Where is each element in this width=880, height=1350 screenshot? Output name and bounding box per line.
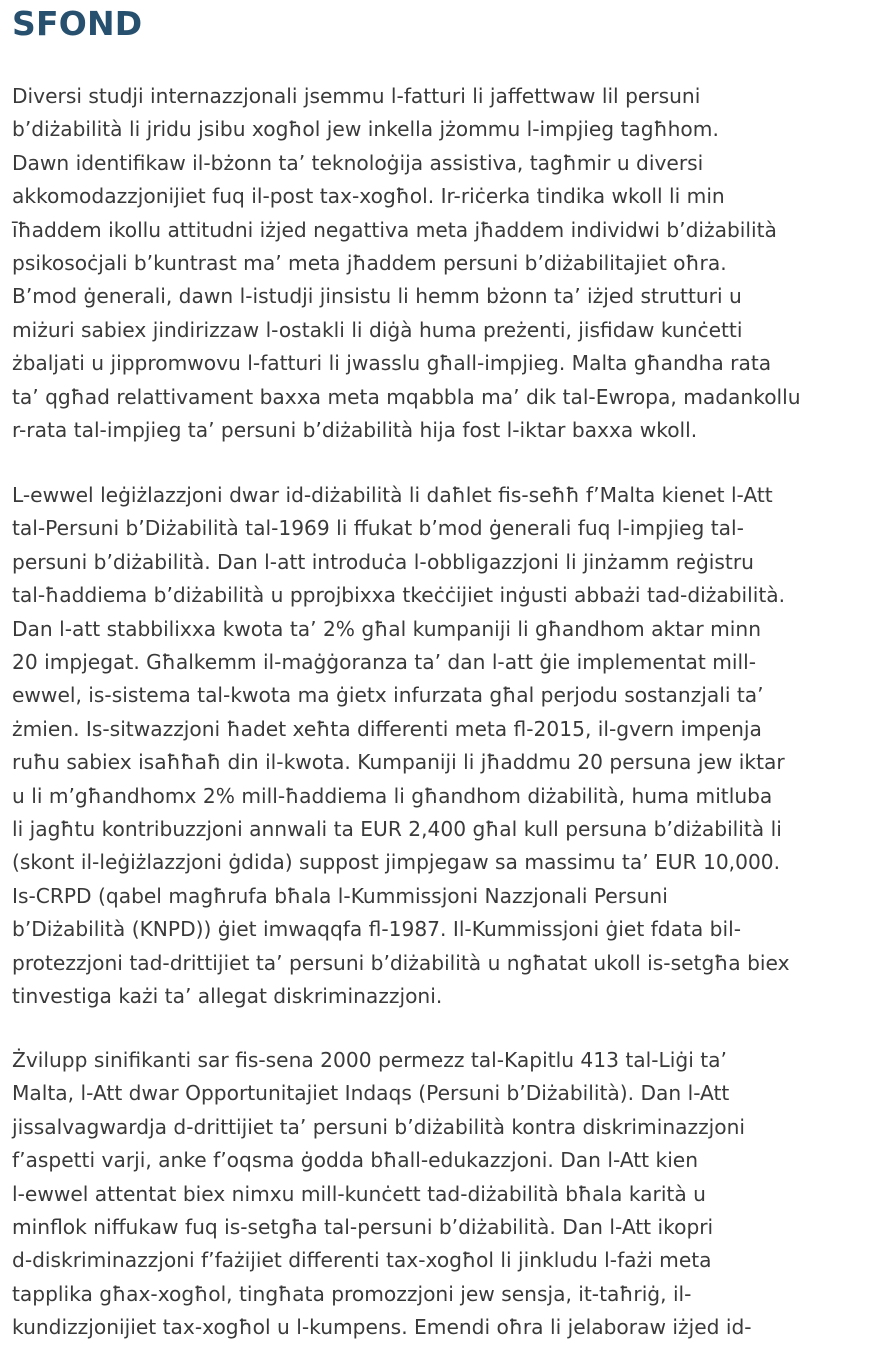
document-page <box>12 0 872 1340</box>
paragraph-equal-opportunities-act: Żvilupp sinifikanti sar fis-sena 2000 permezz tal-Kapitlu 413 tal-Liġi ta’ Malta, l-Att dwar Opportunitajiet Indaqs (Persuni b’Diżabilità). Dan l-Att jissalvagwardja d-drittijiet ta’ persuni b’diżabilità kontra diskriminazzjoni f’aspetti varji, anke f’oqsma ġodda bħall-edukazzjoni. Dan l-Att kien l-ewwel attentat biex nimxu mill-kunċett tad-diżabilità bħala karità u minflok niffukaw fuq is-setgħa tal-persuni b’diżabilità. Dan l-Att ikopri d-diskriminazzjoni f’fażijiet differenti tax-xogħol li jinkludu l-fażi meta tapplika għax-xogħol, tingħata promozzjoni jew sensja, it-taħriġ, il- kundizzjonijiet tax-xogħol u l-kumpens. Emendi oħra li jelaboraw iżjed id- <box>12 1048 752 1340</box>
paragraph-legislation-history: L-ewwel leġiżlazzjoni dwar id-diżabilità li daħlet fis-seħħ f’Malta kienet l-Att tal-Persuni b’Diżabilità tal-1969 li ffukat b’mod ġenerali fuq l-impjieg tal- persuni b’diżabilità. Dan l-att introduċa l-obbligazzjoni li jinżamm reġistru tal-ħaddiema b’diżabilità u pprojbixxa tkeċċijiet inġusti abbażi tad-diżabilità. Dan l-att stabbilixxa kwota ta’ 2% għal kumpaniji li għandhom aktar minn 20 impjegat. Għalkemm il-maġġoranza ta’ dan l-att ġie implementat mill- ewwel, is-sistema tal-kwota ma ġietx infurzata għal perjodu sostanzjali ta’ żmien. Is-sitwazzjoni ħadet xeħta differenti meta fl-2015, il-gvern impenja ruħu sabiex isaħħaħ din il-kwota. Kumpaniji li jħaddmu 20 persuna jew iktar u li m’għandhomx 2% mill-ħaddiema li għandhom diżabilità, huma mitluba li jagħtu kontribuzzjoni annwali ta EUR 2,400 għal kull persuna b’diżabilità li (skont il-leġiżlazzjoni ġdida) suppost jimpjegaw sa massimu ta’ EUR 10,000. Is-CRPD (qabel magħrufa bħala l-Kummissjoni Nazzjonali Persuni b’Diżabilità (KNPD)) ġiet imwaqqfa fl-1987. Il-Kummissjoni ġiet fdata bil- protezzjoni tad-drittijiet ta’ persuni b’diżabilità u ngħatat ukoll is-setgħa biex tinvestiga każi ta’ allegat diskriminazzjoni. <box>12 483 790 1009</box>
section-heading: SFOND <box>12 4 143 43</box>
paragraph-background-studies: Diversi studji internazzjonali jsemmu l-fatturi li jaffettwaw lil persuni b’diżabilità li jridu jsibu xogħol jew inkella jżommu l-impjieg tagħhom. Dawn identifikaw il-bżonn ta’ teknoloġija assistiva, tagħmir u diversi akkomodazzjonijiet fuq il-post tax-xogħol. Ir-riċerka tindika wkoll li min īħaddem ikollu attitudni iżjed negattiva meta jħaddem individwi b’diżabilità psikosoċjali b’kuntrast ma’ meta jħaddem persuni b’diżabilitajiet oħra. B’mod ġenerali, dawn l-istudji jinsistu li hemm bżonn ta’ iżjed strutturi u miżuri sabiex jindirizzaw l-ostakli li diġà huma preżenti, jisfidaw kunċetti żbaljati u jippromwovu l-fatturi li jwasslu għall-impjieg. Malta għandha rata ta’ qgħad relattivament baxxa meta mqabbla ma’ dik tal-Ewropa, madankollu r-rata tal-impjieg ta’ persuni b’diżabilità hija fost l-iktar baxxa wkoll. <box>12 84 801 443</box>
